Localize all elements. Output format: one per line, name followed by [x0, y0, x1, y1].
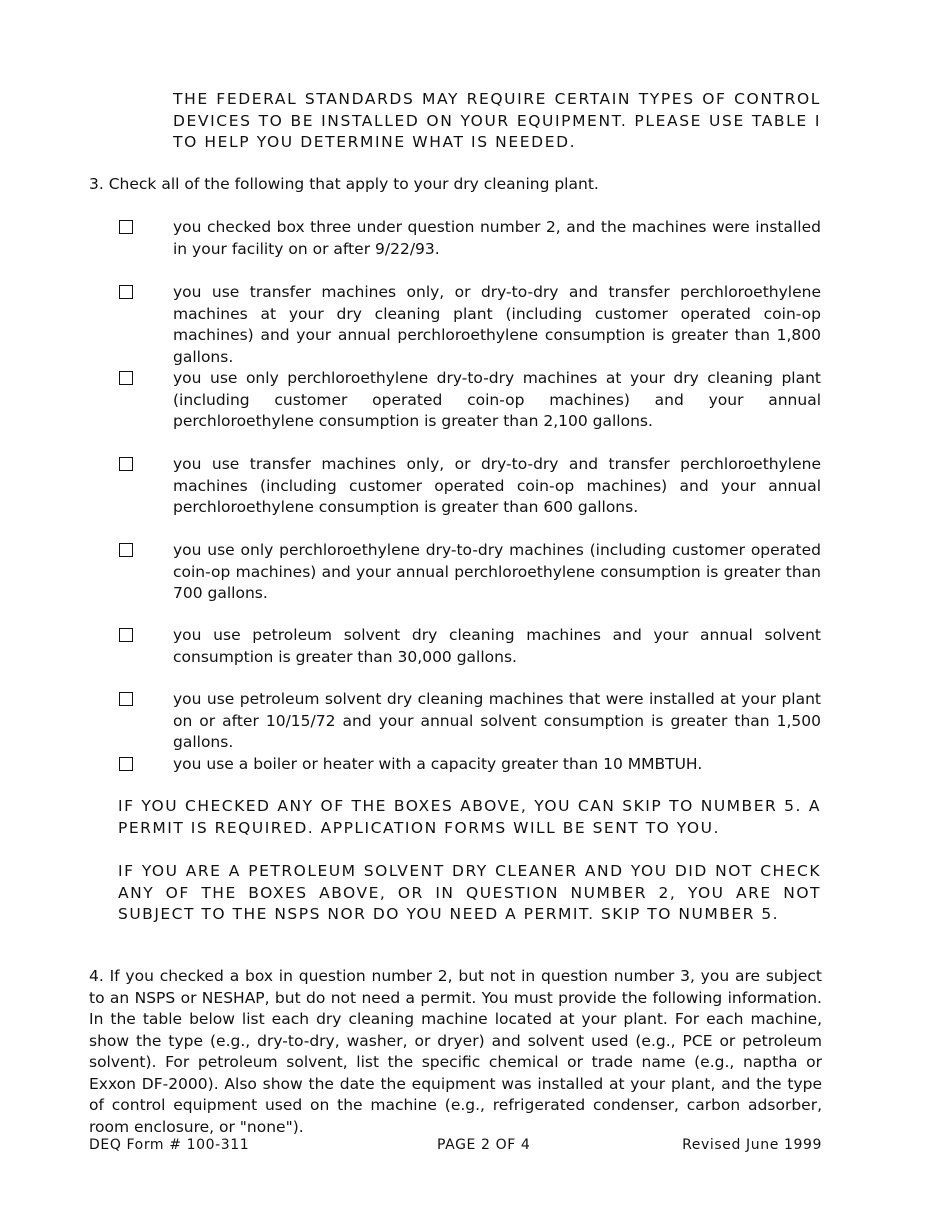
footer-form-number: DEQ Form # 100-311: [89, 1137, 250, 1153]
checkbox[interactable]: [119, 220, 133, 234]
checkbox-label: you use transfer machines only, or dry-to-dry and transfer perchloroethylene machines (including customer operated coin-op machines) and your annual perchloroethylene consumption is greater than 600 gallons.: [173, 455, 821, 516]
checkbox[interactable]: [119, 543, 133, 557]
checkbox-label: you checked box three under question number 2, and the machines were installed in your facility on or after 9/22/93.: [173, 218, 821, 258]
checkbox-label: you use petroleum solvent dry cleaning machines that were installed at your plant on or after 10/15/72 and your annual solvent consumption is greater than 1,500 gallons.: [173, 690, 821, 751]
footer-page-number: PAGE 2 OF 4: [437, 1137, 531, 1153]
checkbox-label: you use transfer machines only, or dry-to-dry and transfer perchloroethylene machines at your dry cleaning plant (including customer operated coin-op machines) and your annual perchloroethylene consumption is greater than 1,800 gallons.: [173, 283, 821, 366]
checkbox-label: you use only perchloroethylene dry-to-dry machines at your dry cleaning plant (including customer operated coin-op machines) and your annual perchloroethylene consumption is greater than 2,100 gallons.: [173, 369, 821, 430]
checkbox-label: you use a boiler or heater with a capacity greater than 10 MMBTUH.: [173, 755, 703, 773]
checkbox[interactable]: [119, 285, 133, 299]
checkbox[interactable]: [119, 757, 133, 771]
permit-required-notice: IF YOU CHECKED ANY OF THE BOXES ABOVE, YOU CAN SKIP TO NUMBER 5. A PERMIT IS REQUIRED. APPLICATION FORMS WILL BE SENT TO YOU.: [118, 797, 821, 837]
checkbox[interactable]: [119, 457, 133, 471]
checkbox[interactable]: [119, 628, 133, 642]
checkbox-label: you use petroleum solvent dry cleaning machines and your annual solvent consumption is greater than 30,000 gallons.: [173, 626, 821, 666]
petroleum-exemption-notice: IF YOU ARE A PETROLEUM SOLVENT DRY CLEANER AND YOU DID NOT CHECK ANY OF THE BOXES ABOVE, OR IN QUESTION NUMBER 2, YOU ARE NOT SUBJECT TO THE NSPS NOR DO YOU NEED A PERMIT. SKIP TO NUMBER 5.: [118, 862, 821, 923]
question-3-heading: 3. Check all of the following that apply to your dry cleaning plant.: [89, 175, 599, 193]
footer-revised-date: Revised June 1999: [682, 1137, 822, 1153]
question-4-paragraph: 4. If you checked a box in question number 2, but not in question number 3, you are subject to an NSPS or NESHAP, but do not need a permit. You must provide the following information. In the table below list each dry cleaning machine located at your plant. For each machine, show the type (e.g., dry-to-dry, washer, or dryer) and solvent used (e.g., PCE or petroleum solvent). For petroleum solvent, list the specific chemical or trade name (e.g., naptha or Exxon DF-2000). Also show the date the equipment was installed at your plant, and the type of control equipment used on the machine (e.g., refrigerated condenser, carbon adsorber, room enclosure, or "none").: [89, 967, 822, 1136]
checkbox-label: you use only perchloroethylene dry-to-dry machines (including customer operated coin-op machines) and your annual perchloroethylene consumption is greater than 700 gallons.: [173, 541, 821, 602]
intro-notice: THE FEDERAL STANDARDS MAY REQUIRE CERTAIN TYPES OF CONTROL DEVICES TO BE INSTALLED ON YOUR EQUIPMENT. PLEASE USE TABLE I TO HELP YOU DETERMINE WHAT IS NEEDED.: [173, 90, 821, 151]
checkbox[interactable]: [119, 371, 133, 385]
checkbox[interactable]: [119, 692, 133, 706]
